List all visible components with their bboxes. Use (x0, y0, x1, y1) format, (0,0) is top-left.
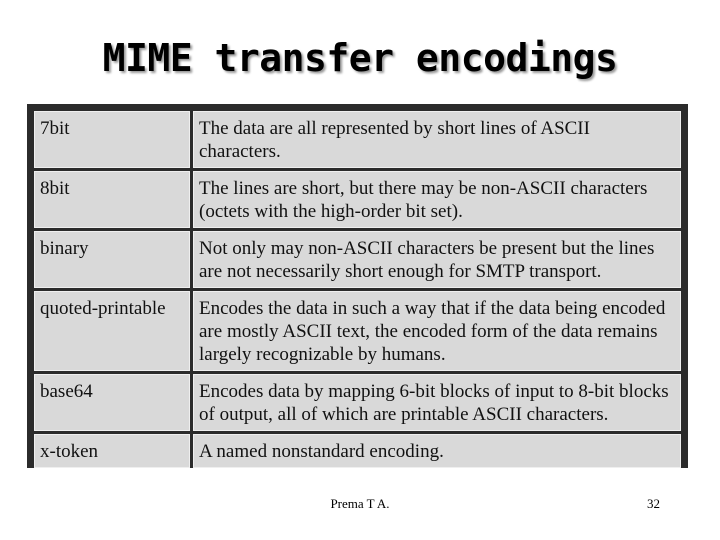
encoding-name: x-token (34, 434, 190, 468)
encoding-description: Encodes the data in such a way that if the data being encoded are mostly ASCII text, the encoded form of the data remains largely recognizable by humans. (193, 291, 681, 371)
page-number: 32 (647, 496, 660, 511)
encoding-name: base64 (34, 374, 190, 431)
encoding-description: Not only may non-ASCII characters be present but the lines are not necessarily short enough for SMTP transport. (193, 231, 681, 288)
table-row (34, 374, 681, 431)
table-row (34, 231, 681, 288)
encoding-description: The data are all represented by short lines of ASCII characters. (193, 111, 681, 168)
encoding-description: A named nonstandard encoding. (193, 434, 681, 468)
encodings-table-frame (27, 104, 688, 468)
table-row (34, 111, 681, 168)
table-row (34, 171, 681, 228)
encodings-table (31, 108, 684, 471)
encoding-description: The lines are short, but there may be non-ASCII characters (octets with the high-order bit set). (193, 171, 681, 228)
encoding-name: quoted-printable (34, 291, 190, 371)
encoding-description: Encodes data by mapping 6-bit blocks of input to 8-bit blocks of output, all of which are printable ASCII characters. (193, 374, 681, 431)
table-row (34, 434, 681, 468)
encoding-name: binary (34, 231, 190, 288)
encoding-name: 7bit (34, 111, 190, 168)
encoding-name: 8bit (34, 171, 190, 228)
table-row (34, 291, 681, 371)
slide-title: MIME transfer encodings (102, 36, 618, 80)
footer-author: Prema T A. (330, 496, 390, 511)
